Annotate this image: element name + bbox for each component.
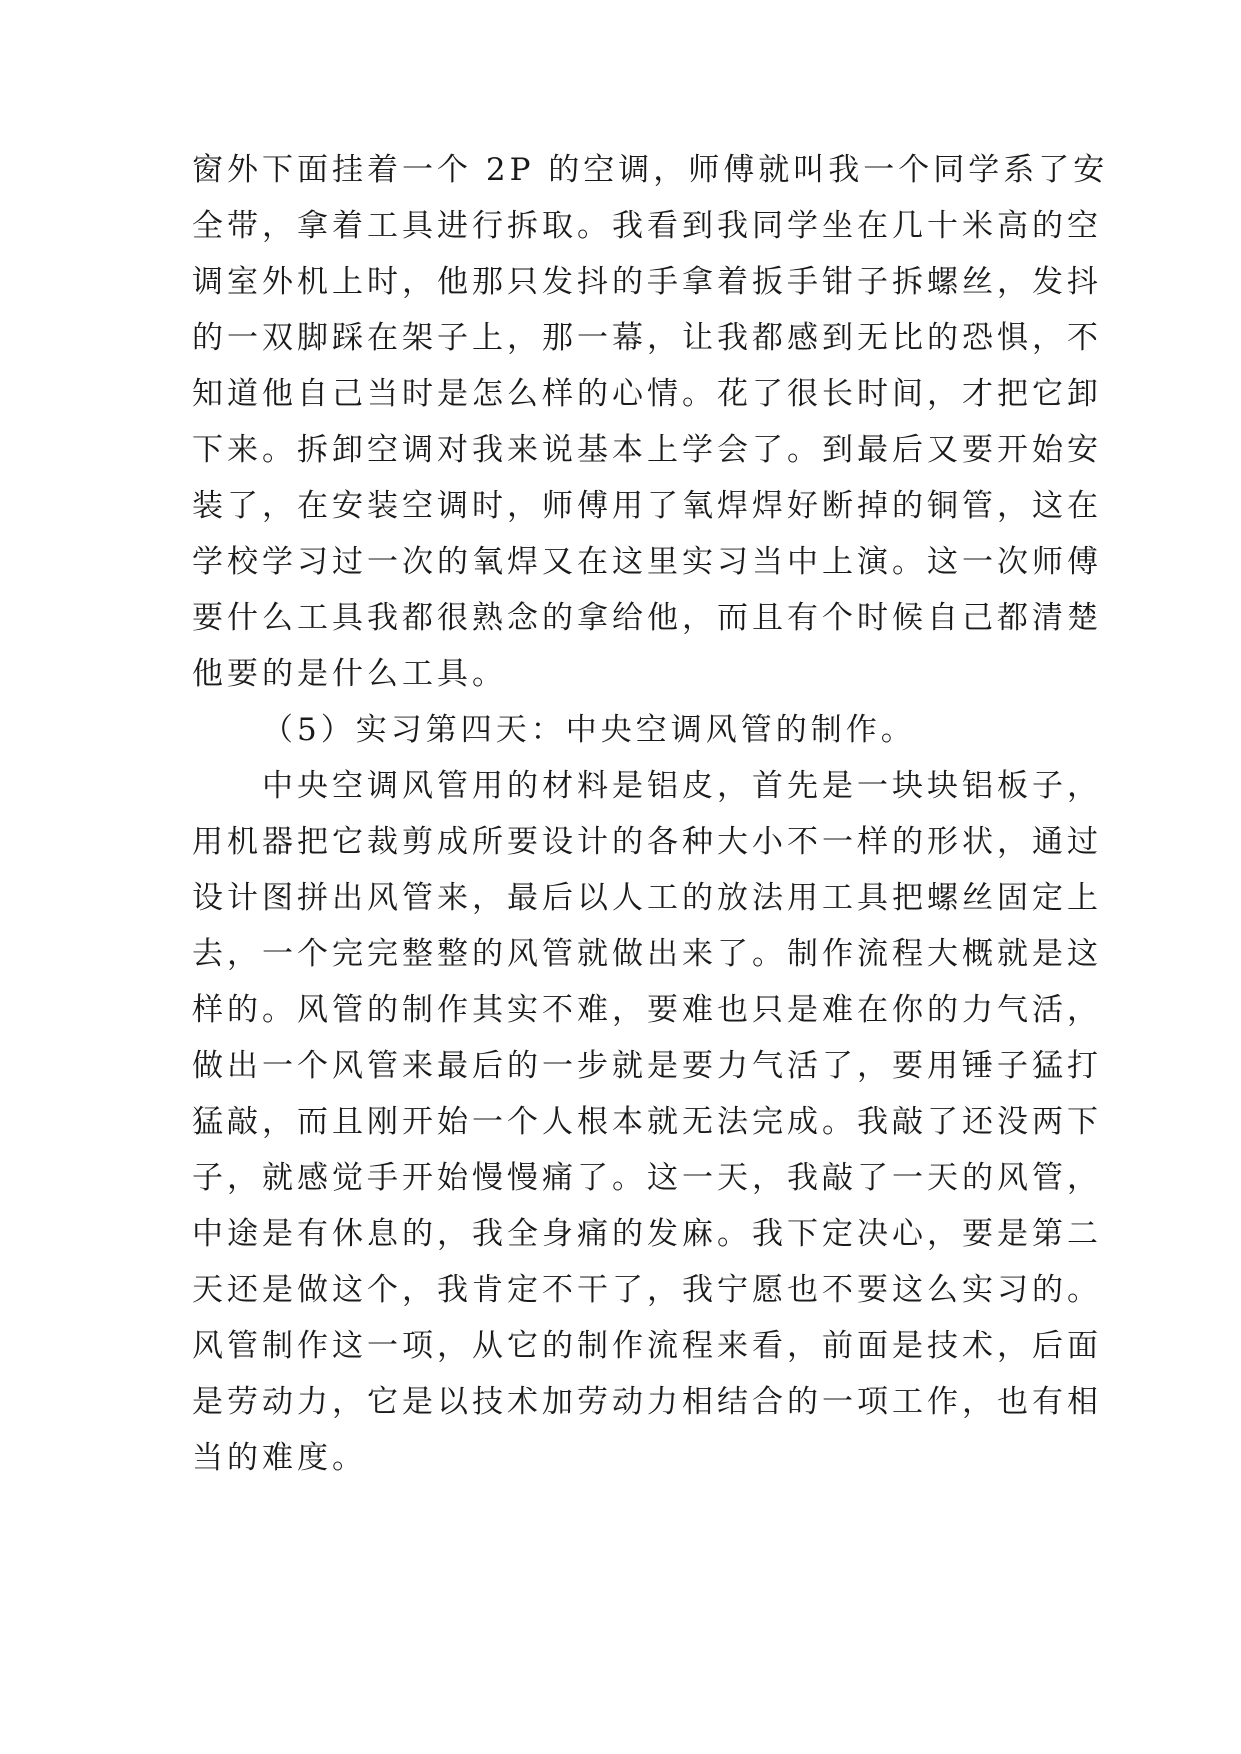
- text-line: 窗外下面挂着一个 2P 的空调，师傅就叫我一个同学系了安: [192, 152, 1109, 188]
- text-line: 设计图拼出风管来，最后以人工的放法用工具把螺丝固定上: [192, 880, 1102, 916]
- paragraph-first-line: 中央空调风管用的材料是铝皮，首先是一块块铝板子，: [262, 768, 1102, 804]
- text-line: 要什么工具我都很熟念的拿给他，而且有个时候自己都清楚: [192, 600, 1102, 636]
- section-heading: （5）实习第四天：中央空调风管的制作。: [262, 712, 916, 748]
- text-line: 做出一个风管来最后的一步就是要力气活了，要用锤子猛打: [192, 1048, 1102, 1084]
- text-line: 的一双脚踩在架子上，那一幕，让我都感到无比的恐惧，不: [192, 320, 1102, 356]
- text-line: 用机器把它裁剪成所要设计的各种大小不一样的形状，通过: [192, 824, 1102, 860]
- text-line: 他要的是什么工具。: [192, 656, 507, 692]
- text-line: 猛敲，而且刚开始一个人根本就无法完成。我敲了还没两下: [192, 1104, 1102, 1140]
- text-line: 风管制作这一项，从它的制作流程来看，前面是技术，后面: [192, 1328, 1102, 1364]
- text-line: 知道他自己当时是怎么样的心情。花了很长时间，才把它卸: [192, 376, 1102, 412]
- text-line: 当的难度。: [192, 1440, 367, 1476]
- text-line: 调室外机上时，他那只发抖的手拿着扳手钳子拆螺丝，发抖: [192, 264, 1102, 300]
- text-line: 天还是做这个，我肯定不干了，我宁愿也不要这么实习的。: [192, 1272, 1102, 1308]
- text-line: 下来。拆卸空调对我来说基本上学会了。到最后又要开始安: [192, 432, 1102, 468]
- text-line: 中途是有休息的，我全身痛的发麻。我下定决心，要是第二: [192, 1216, 1102, 1252]
- text-line: 去，一个完完整整的风管就做出来了。制作流程大概就是这: [192, 936, 1102, 972]
- text-line: 装了，在安装空调时，师傅用了氧焊焊好断掉的铜管，这在: [192, 488, 1102, 524]
- text-line: 子，就感觉手开始慢慢痛了。这一天，我敲了一天的风管，: [192, 1160, 1102, 1196]
- text-line: 学校学习过一次的氧焊又在这里实习当中上演。这一次师傅: [192, 544, 1102, 580]
- text-line: 是劳动力，它是以技术加劳动力相结合的一项工作，也有相: [192, 1384, 1102, 1420]
- text-line: 全带，拿着工具进行拆取。我看到我同学坐在几十米高的空: [192, 208, 1102, 244]
- text-line: 样的。风管的制作其实不难，要难也只是难在你的力气活，: [192, 992, 1102, 1028]
